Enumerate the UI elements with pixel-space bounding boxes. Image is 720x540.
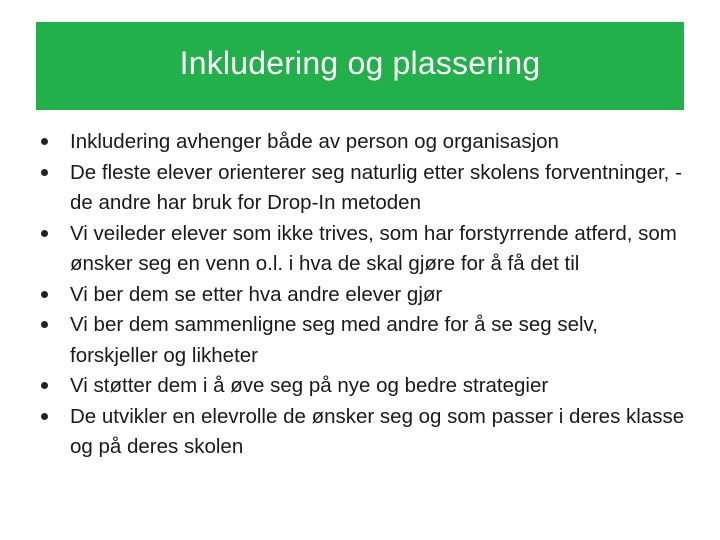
bullet-dot-icon — [41, 169, 48, 176]
bullet-item — [36, 310, 686, 371]
bullet-text: Vi ber dem sammenligne seg med andre for å se seg selv, forskjeller og likheter — [70, 313, 598, 367]
bullet-item — [36, 402, 686, 463]
bullet-dot-icon — [41, 291, 48, 298]
bullet-dot-icon — [41, 413, 48, 420]
bullet-dot-icon — [41, 321, 48, 328]
bullet-text: De utvikler en elevrolle de ønsker seg og som passer i deres klasse og på deres skolen — [70, 404, 685, 458]
bullet-dot-icon — [41, 230, 48, 237]
bullet-list — [36, 127, 686, 463]
slide-title: Inkludering og plassering — [179, 44, 541, 81]
bullet-text: Inkludering avhenger både av person og organisasjon — [70, 130, 559, 153]
bullet-item — [36, 280, 686, 311]
bullet-item — [36, 371, 686, 402]
bullet-item — [36, 158, 686, 219]
bullet-item — [36, 127, 686, 158]
bullet-text: De fleste elever orienterer seg naturlig etter skolens forventninger, - de andre har bruk for Drop-In metoden — [70, 160, 682, 214]
bullet-text: Vi veileder elever som ikke trives, som har forstyrrende atferd, som ønsker seg en venn o.l. i hva de skal gjøre for å få det til — [70, 221, 677, 275]
title-banner — [36, 22, 684, 110]
bullet-text: Vi ber dem se etter hva andre elever gjør — [70, 282, 443, 306]
bullet-dot-icon — [41, 138, 48, 145]
bullet-dot-icon — [41, 382, 48, 389]
bullet-text: Vi støtter dem i å øve seg på nye og bedre strategier — [70, 374, 549, 397]
bullet-item — [36, 219, 686, 280]
